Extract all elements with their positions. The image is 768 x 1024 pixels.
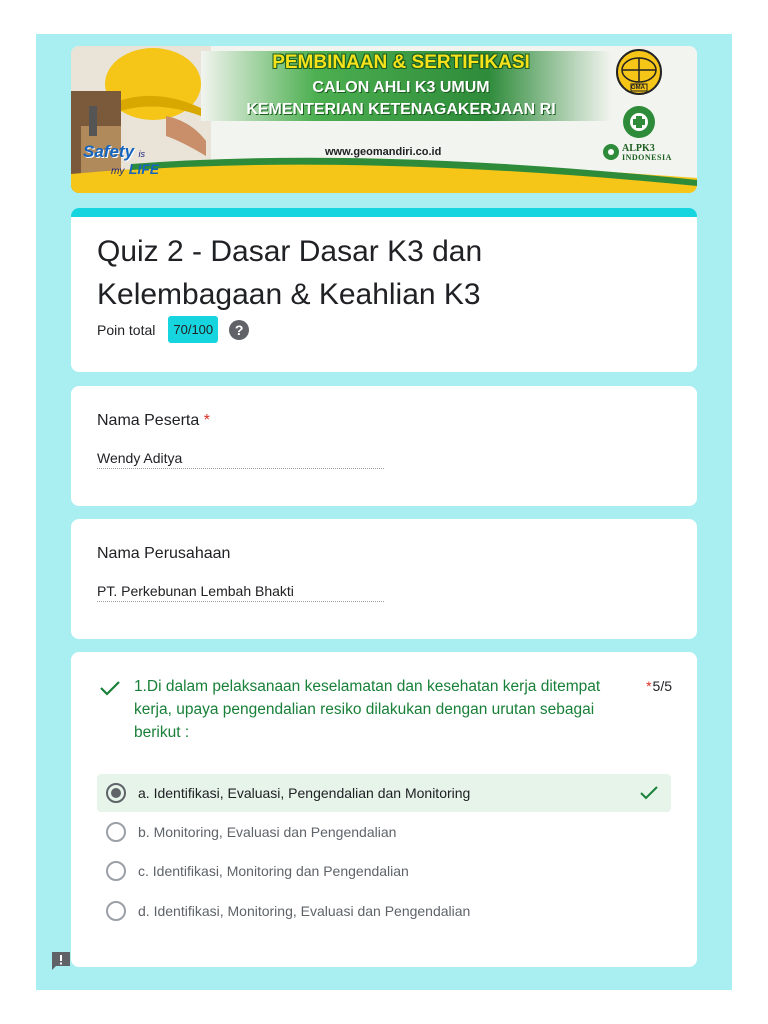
field-card-nama-peserta: [71, 386, 697, 506]
field-label-text: Nama Peserta: [97, 412, 200, 429]
required-asterisk: *: [646, 678, 652, 694]
accent-bar: [71, 208, 697, 217]
total-points-row: [97, 316, 249, 343]
checkmark-icon: [639, 785, 659, 801]
question-points: [646, 678, 672, 694]
logo-alpk3: [622, 144, 672, 162]
question-text: 1.Di dalam pelaksanaan keselamatan dan kesehatan kerja ditempat kerja, upaya pengendalian resiko dilakukan dengan urutan sebagai berikut :: [134, 678, 601, 741]
slogan-my: my: [111, 166, 125, 177]
checkmark-icon: [99, 680, 121, 696]
banner-title-line2: CALON AHLI K3 UMUM: [312, 79, 490, 96]
option-b[interactable]: [97, 813, 671, 851]
nama-perusahaan-value: PT. Perkebunan Lembah Bhakti: [97, 583, 384, 602]
slogan-life: LIFE: [128, 161, 160, 177]
option-a[interactable]: [97, 774, 671, 812]
banner-title-line1: PEMBINAAN & SERTIFIKASI: [272, 52, 530, 73]
page-background: [36, 34, 732, 990]
option-label: a. Identifikasi, Evaluasi, Pengendalian dan Monitoring: [138, 785, 471, 801]
banner-title-line3: KEMENTERIAN KETENAGAKERJAAN RI: [246, 101, 556, 118]
feedback-icon[interactable]: [50, 950, 72, 972]
field-label-nama-peserta: [97, 412, 210, 430]
slogan-safety: Safety: [83, 142, 135, 161]
field-label-nama-perusahaan: Nama Perusahaan: [97, 545, 231, 562]
radio-unselected[interactable]: [106, 901, 126, 921]
option-label: b. Monitoring, Evaluasi dan Pengendalian: [138, 824, 397, 840]
option-label: c. Identifikasi, Monitoring dan Pengendalian: [138, 863, 409, 879]
form-title-card: [71, 208, 697, 372]
logo-indonesia-text: INDONESIA: [622, 153, 672, 162]
option-d[interactable]: [97, 892, 671, 930]
question-card-1: [71, 652, 697, 967]
field-card-nama-perusahaan: [71, 519, 697, 639]
radio-unselected[interactable]: [106, 861, 126, 881]
nama-peserta-value: Wendy Aditya: [97, 450, 384, 469]
option-label: d. Identifikasi, Monitoring, Evaluasi dan Pengendalian: [138, 903, 471, 919]
logo-alpk3-text: ALPK3: [622, 143, 655, 154]
option-c[interactable]: [97, 852, 671, 890]
slogan-is: is: [138, 149, 145, 159]
required-asterisk: *: [203, 412, 210, 429]
points-value: 5/5: [652, 678, 672, 694]
logo-gma: GMA: [631, 85, 645, 91]
banner-slogan: [83, 142, 159, 179]
radio-unselected[interactable]: [106, 822, 126, 842]
header-banner: [71, 46, 697, 193]
points-label: Poin total: [97, 321, 156, 338]
radio-selected[interactable]: [106, 783, 126, 803]
score-badge: 70/100: [168, 316, 218, 343]
page-title: Quiz 2 - Dasar Dasar K3 dan Kelembagaan & Keahlian K3: [97, 235, 483, 311]
banner-website: www.geomandiri.co.id: [325, 146, 442, 158]
help-icon[interactable]: ?: [229, 320, 249, 340]
